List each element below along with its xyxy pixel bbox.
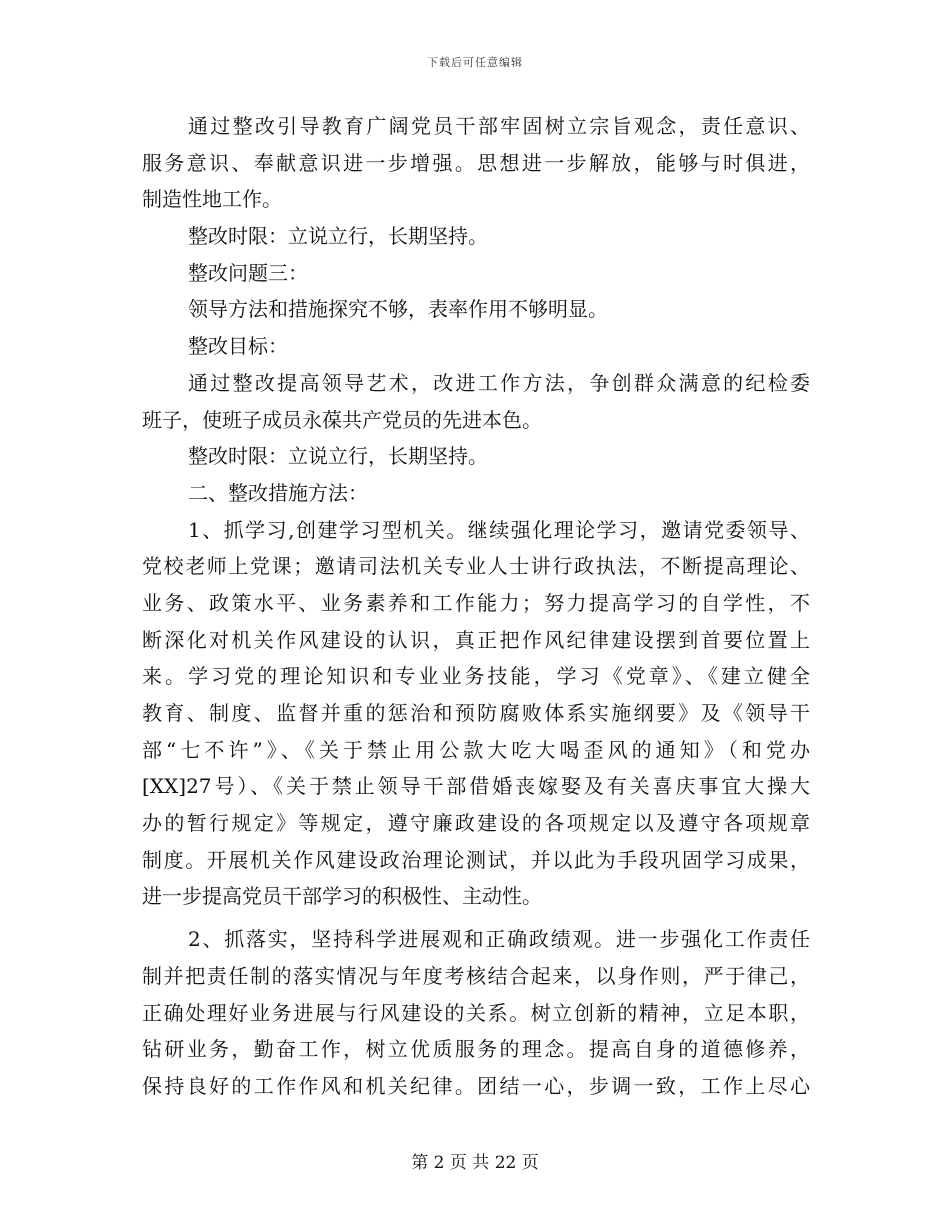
body-line: 党校老师上党课；邀请司法机关专业人士讲行政执法，不断提高理论、: [142, 554, 810, 579]
body-line: 制度。开展机关作风建设政治理论测试，并以此为手段巩固学习成果，: [142, 847, 810, 872]
body-line: 教育、制度、监督并重的惩治和预防腐败体系实施纲要》及《领导干: [142, 701, 810, 725]
body-line: 业务、政策水平、业务素养和工作能力；努力提高学习的自学性，不: [142, 590, 810, 615]
body-line: 进一步提高党员干部学习的积极性、主动性。: [142, 884, 542, 909]
body-line: 钻研业务，勤奋工作，树立优质服务的理念。提高自身的道德修养，: [142, 1037, 810, 1062]
body-line: [XX]27号）、《关于禁止领导干部借婚丧嫁娶及有关喜庆事宜大操大: [142, 774, 810, 799]
body-line: 2、抓落实，坚持科学进展观和正确政绩观。进一步强化工作责任: [188, 927, 810, 952]
body-line: 整改时限：立说立行，长期坚持。: [188, 224, 488, 249]
body-line: 整改目标：: [188, 334, 288, 359]
page-header: 下载后可任意编辑: [427, 56, 523, 69]
body-line: 制并把责任制的落实情况与年度考核结合起来，以身作则，严于律己，: [142, 963, 810, 988]
body-line: 保持良好的工作作风和机关纪律。团结一心，步调一致，工作上尽心: [142, 1073, 810, 1098]
body-line: 制造性地工作。: [142, 187, 282, 212]
document-body: [142, 108, 810, 1105]
body-line: 办的暂行规定》等规定，遵守廉政建设的各项规定以及遵守各项规章: [142, 811, 810, 836]
page-footer: 第 2 页 共 22 页: [411, 1153, 539, 1173]
body-line: 正确处理好业务进展与行风建设的关系。树立创新的精神，立足本职，: [142, 1000, 810, 1025]
body-line: 班子，使班子成员永葆共产党员的先进本色。: [142, 407, 542, 432]
body-line: 二、整改措施方法：: [188, 480, 368, 505]
body-line: 断深化对机关作风建设的认识，真正把作风纪律建设摆到首要位置上: [142, 627, 810, 652]
body-line: 通过整改引导教育广阔党员干部牢固树立宗旨观念，责任意识、: [188, 114, 810, 138]
body-line: 领导方法和措施探究不够，表率作用不够明显。: [188, 297, 608, 322]
body-line: 部“七不许”》、《关于禁止用公款大吃大喝歪风的通知》（和党办: [142, 737, 810, 762]
body-line: 整改时限：立说立行，长期坚持。: [188, 444, 488, 469]
body-line: 通过整改提高领导艺术，改进工作方法，争创群众满意的纪检委: [188, 370, 810, 395]
body-line: 整改问题三：: [188, 260, 308, 285]
body-line: 服务意识、奉献意识进一步增强。思想进一步解放，能够与时俱进，: [142, 150, 810, 175]
body-line: 1、抓学习,创建学习型机关。继续强化理论学习，邀请党委领导、: [188, 517, 810, 542]
body-line: 来。学习党的理论知识和专业业务技能，学习《党章》、《建立健全: [142, 664, 810, 689]
